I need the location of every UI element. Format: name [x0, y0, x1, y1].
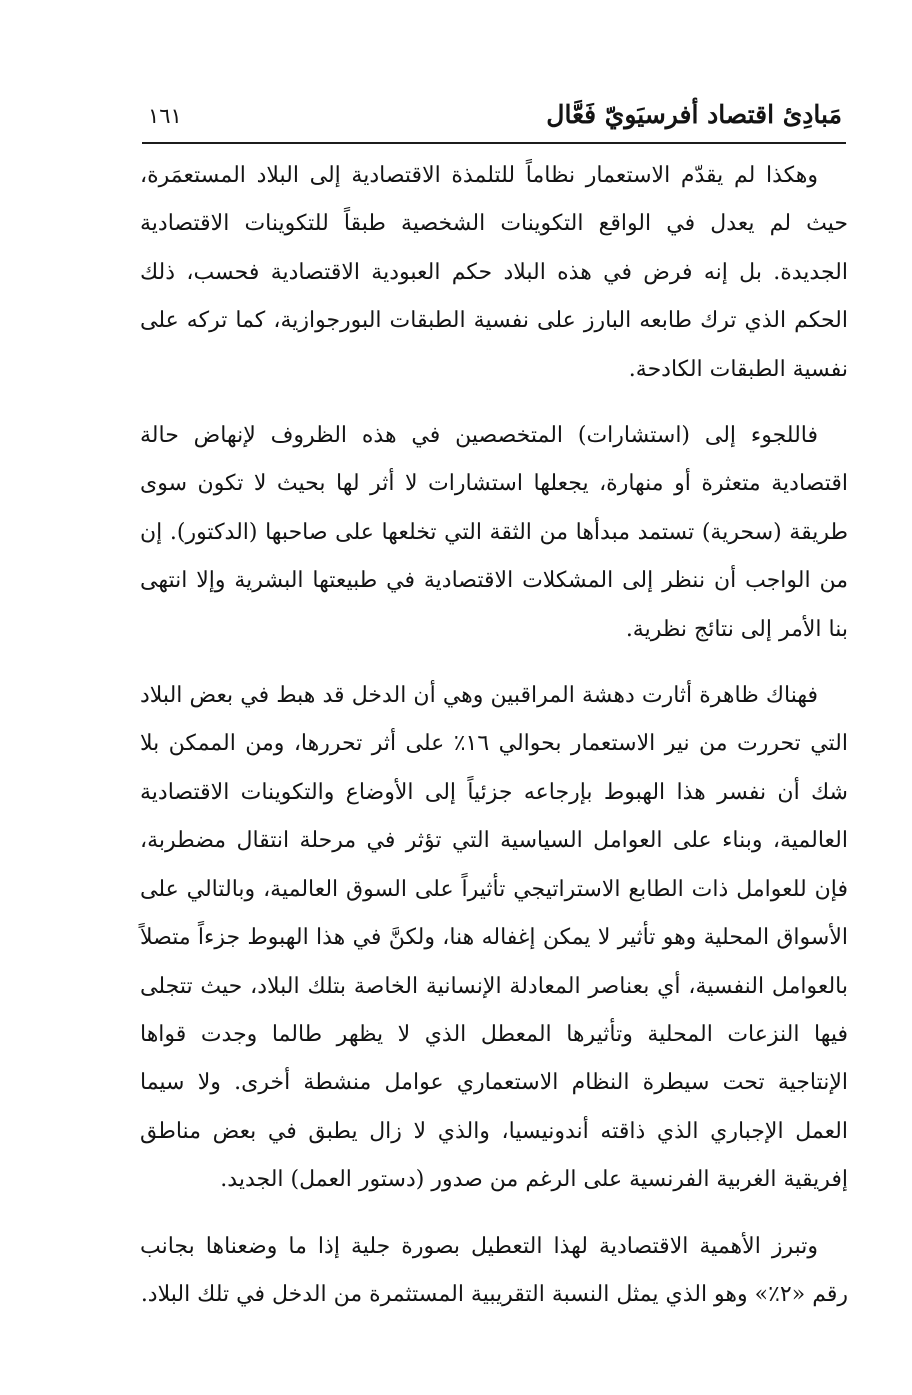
page-number: ١٦١: [148, 104, 182, 128]
running-header: [142, 98, 842, 138]
paragraph-3: فهناك ظاهرة أثارت دهشة المراقبين وهي أن الدخل قد هبط في بعض البلاد التي تحررت من نير الاستعمار بحوالي ١٦٪ على أثر تحررها، ومن الممكن بلا شك أن نفسر هذا الهبوط بإرجاعه جزئياً إلى الأوضاع والتكوينات الاقتصادية العالمية، وبناء على العوامل السياسية التي تؤثر في مرحلة انتقال مضطربة، فإن للعوامل ذات الطابع الاستراتيجي تأثيراً على السوق العالمية، وبالتالي على الأسواق المحلية وهو تأثير لا يمكن إغفاله هنا، ولكنَّ في هذا الهبوط جزءاً متصلاً بالعوامل النفسية، أي بعناصر المعادلة الإنسانية الخاصة بتلك البلاد، حيث تتجلى فيها النزعات المحلية وتأثيرها المعطل الذي لا يظهر طالما وجدت قواها الإنتاجية تحت سيطرة النظام الاستعماري عوامل منشطة أخرى. ولا سيما العمل الإجباري الذي ذاقته أندونيسيا، والذي لا زال يطبق في بعض مناطق إفريقية الغربية الفرنسية على الرغم من صدور (دستور العمل) الجديد.: [140, 683, 848, 1193]
header-divider: [142, 142, 846, 144]
paragraph-4: وتبرز الأهمية الاقتصادية لهذا التعطيل بصورة جلية إذا ما وضعناها بجانب رقم «٢٪» وهو الذي يمثل النسبة التقريبية المستثمرة من الدخل في تلك البلاد.: [140, 1233, 848, 1307]
paragraph-2: فاللجوء إلى (استشارات) المتخصصين في هذه الظروف لإنهاض حالة اقتصادية متعثرة أو منهارة، يجعلها استشارات لا أثر لها بحيث لا تكون سوى طريقة (سحرية) تستمد مبدأها من الثقة التي تخلعها على صاحبها (الدكتور). إن من الواجب أن ننظر إلى المشكلات الاقتصادية في طبيعتها البشرية وإلا انتهى بنا الأمر إلى نتائج نظرية.: [140, 423, 848, 642]
running-header-title: مَبادِئ اقتصاد أفرسيَويّ فَعَّال: [546, 100, 842, 129]
paragraph-1: وهكذا لم يقدّم الاستعمار نظاماً للتلمذة الاقتصادية إلى البلاد المستعمَرة، حيث لم يعدل في الواقع التكوينات الشخصية طبقاً للتكوينات الاقتصادية الجديدة. بل إنه فرض في هذه البلاد حكم العبودية الاقتصادية فحسب، ذلك الحكم الذي ترك طابعه البارز على نفسية الطبقات البورجوازية، كما تركه على نفسية الطبقات الكادحة.: [140, 163, 848, 382]
body-text: [140, 152, 848, 1337]
